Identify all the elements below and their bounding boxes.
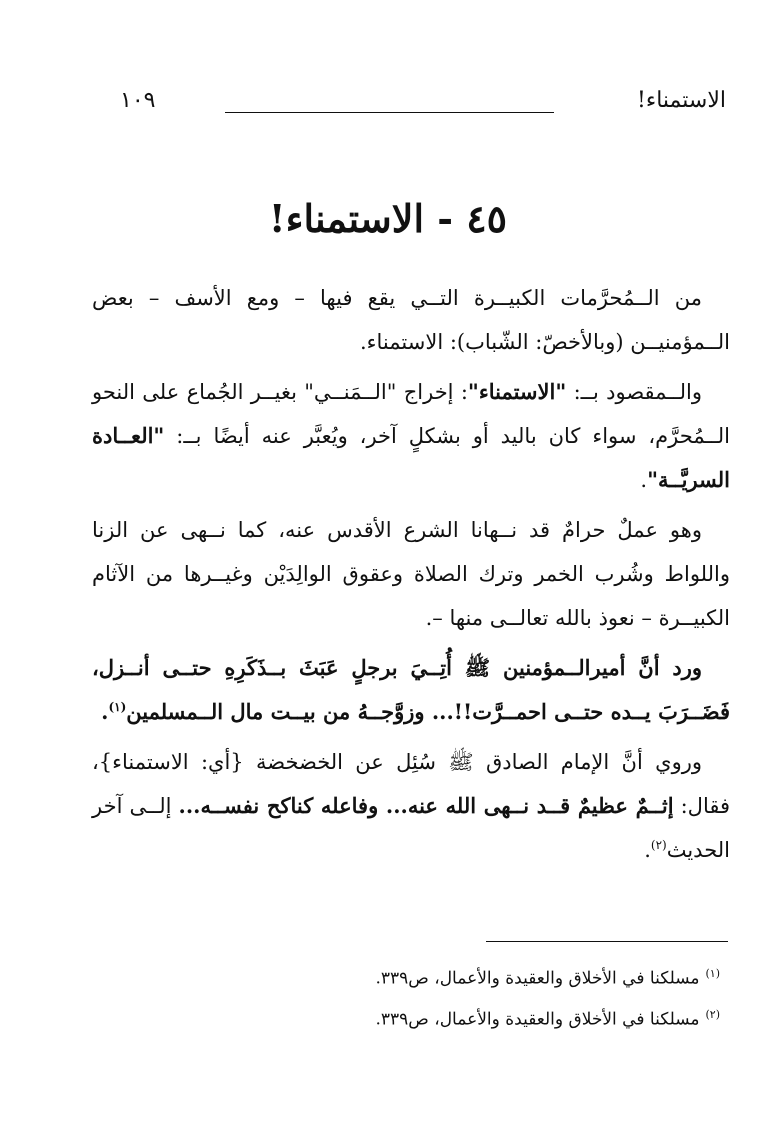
- paragraph-5-text-b: سُئِل عن الخضخضة {أي: الاستمناء}، فقال:: [92, 750, 731, 818]
- footnote-1-mark: (١): [705, 967, 720, 980]
- hadith-quote: إثــمٌ عظيمٌ قــد نــهى الله عنه... وفاعله كناكح نفســه...: [178, 793, 674, 818]
- paragraph-4: [92, 646, 730, 734]
- paragraph-5-text-a: وروي أنَّ الإمام الصادق: [473, 750, 702, 774]
- running-header: [100, 88, 726, 128]
- paragraph-5: [92, 740, 730, 872]
- paragraph-1: من الــمُحرَّمات الكبيــرة التــي يقع فيها – ومع الأسف – بعض الــمؤمنيــن (وبالأخصّ: الشّباب): الاستمناء.: [92, 286, 730, 354]
- paragraph-5-text-c: إلــى آخر الحديث: [92, 794, 730, 862]
- footnotes: [92, 956, 720, 1037]
- footnote-ref-1[interactable]: (١): [108, 700, 127, 714]
- page-number: ١٠٩: [120, 88, 156, 113]
- footnote-1: [92, 956, 720, 997]
- term-istimna: "الاستمناء": [467, 379, 567, 404]
- footnote-2-text: مسلكنا في الأخلاق والعقيدة والأعمال، ص٣٣٩.: [375, 1009, 700, 1030]
- paragraph-2-text-a: والــمقصود بــ:: [566, 380, 702, 404]
- paragraph-4-text-a: ورد أنَّ أميرالــمؤمنين: [490, 655, 703, 680]
- footnote-ref-2[interactable]: (٢): [650, 838, 667, 852]
- header-rule: [225, 112, 554, 113]
- footnote-2: [92, 997, 720, 1038]
- paragraph-4-text-b: أُتِــيَ برجلٍ عَبَثَ بــذَكَرِهِ حتــى أنــزل، فَضَــرَبَ يــده حتــى احمــرَّت!!... وزوَّجــهُ من بيــت مال الــمسلمين: [92, 655, 730, 724]
- paragraph-3: وهو عملٌ حرامٌ قد نــهانا الشرع الأقدس عنه، كما نــهى عن الزنا واللواط وشُرب الخمر وترك الصلاة وعقوق الوالِدَيْن وغيــرها من الآثام الكبيــرة – نعوذ بالله تعالــى منها –.: [92, 518, 730, 630]
- paragraph-5-text-d: .: [644, 838, 651, 862]
- honorific-symbol: ﷺ: [464, 655, 491, 680]
- paragraph-2-text-b: : إخراج "الــمَنــي" بغيــر الجُماع على النحو الــمُحرَّم، سواء كان باليد أو بشكلٍ آخر، ويُعبَّر عنه أيضًا بــ:: [92, 380, 730, 448]
- footnote-2-mark: (٢): [705, 1007, 720, 1021]
- body-text: [92, 276, 730, 878]
- paragraph-2-text-c: .: [640, 468, 648, 492]
- paragraph-2: [92, 370, 730, 502]
- footnote-separator: [486, 941, 728, 942]
- paragraph-4-text-c: .: [101, 699, 109, 724]
- term-secret-habit: "العــادة السريَّــة": [92, 423, 730, 492]
- footnote-1-text: مسلكنا في الأخلاق والعقيدة والأعمال، ص٣٣٩.: [375, 968, 700, 989]
- chapter-title: ٤٥ - الاستمناء!: [268, 196, 508, 241]
- running-header-title: الاستمناء!: [637, 88, 726, 113]
- honorific-symbol: ﷺ: [448, 750, 474, 774]
